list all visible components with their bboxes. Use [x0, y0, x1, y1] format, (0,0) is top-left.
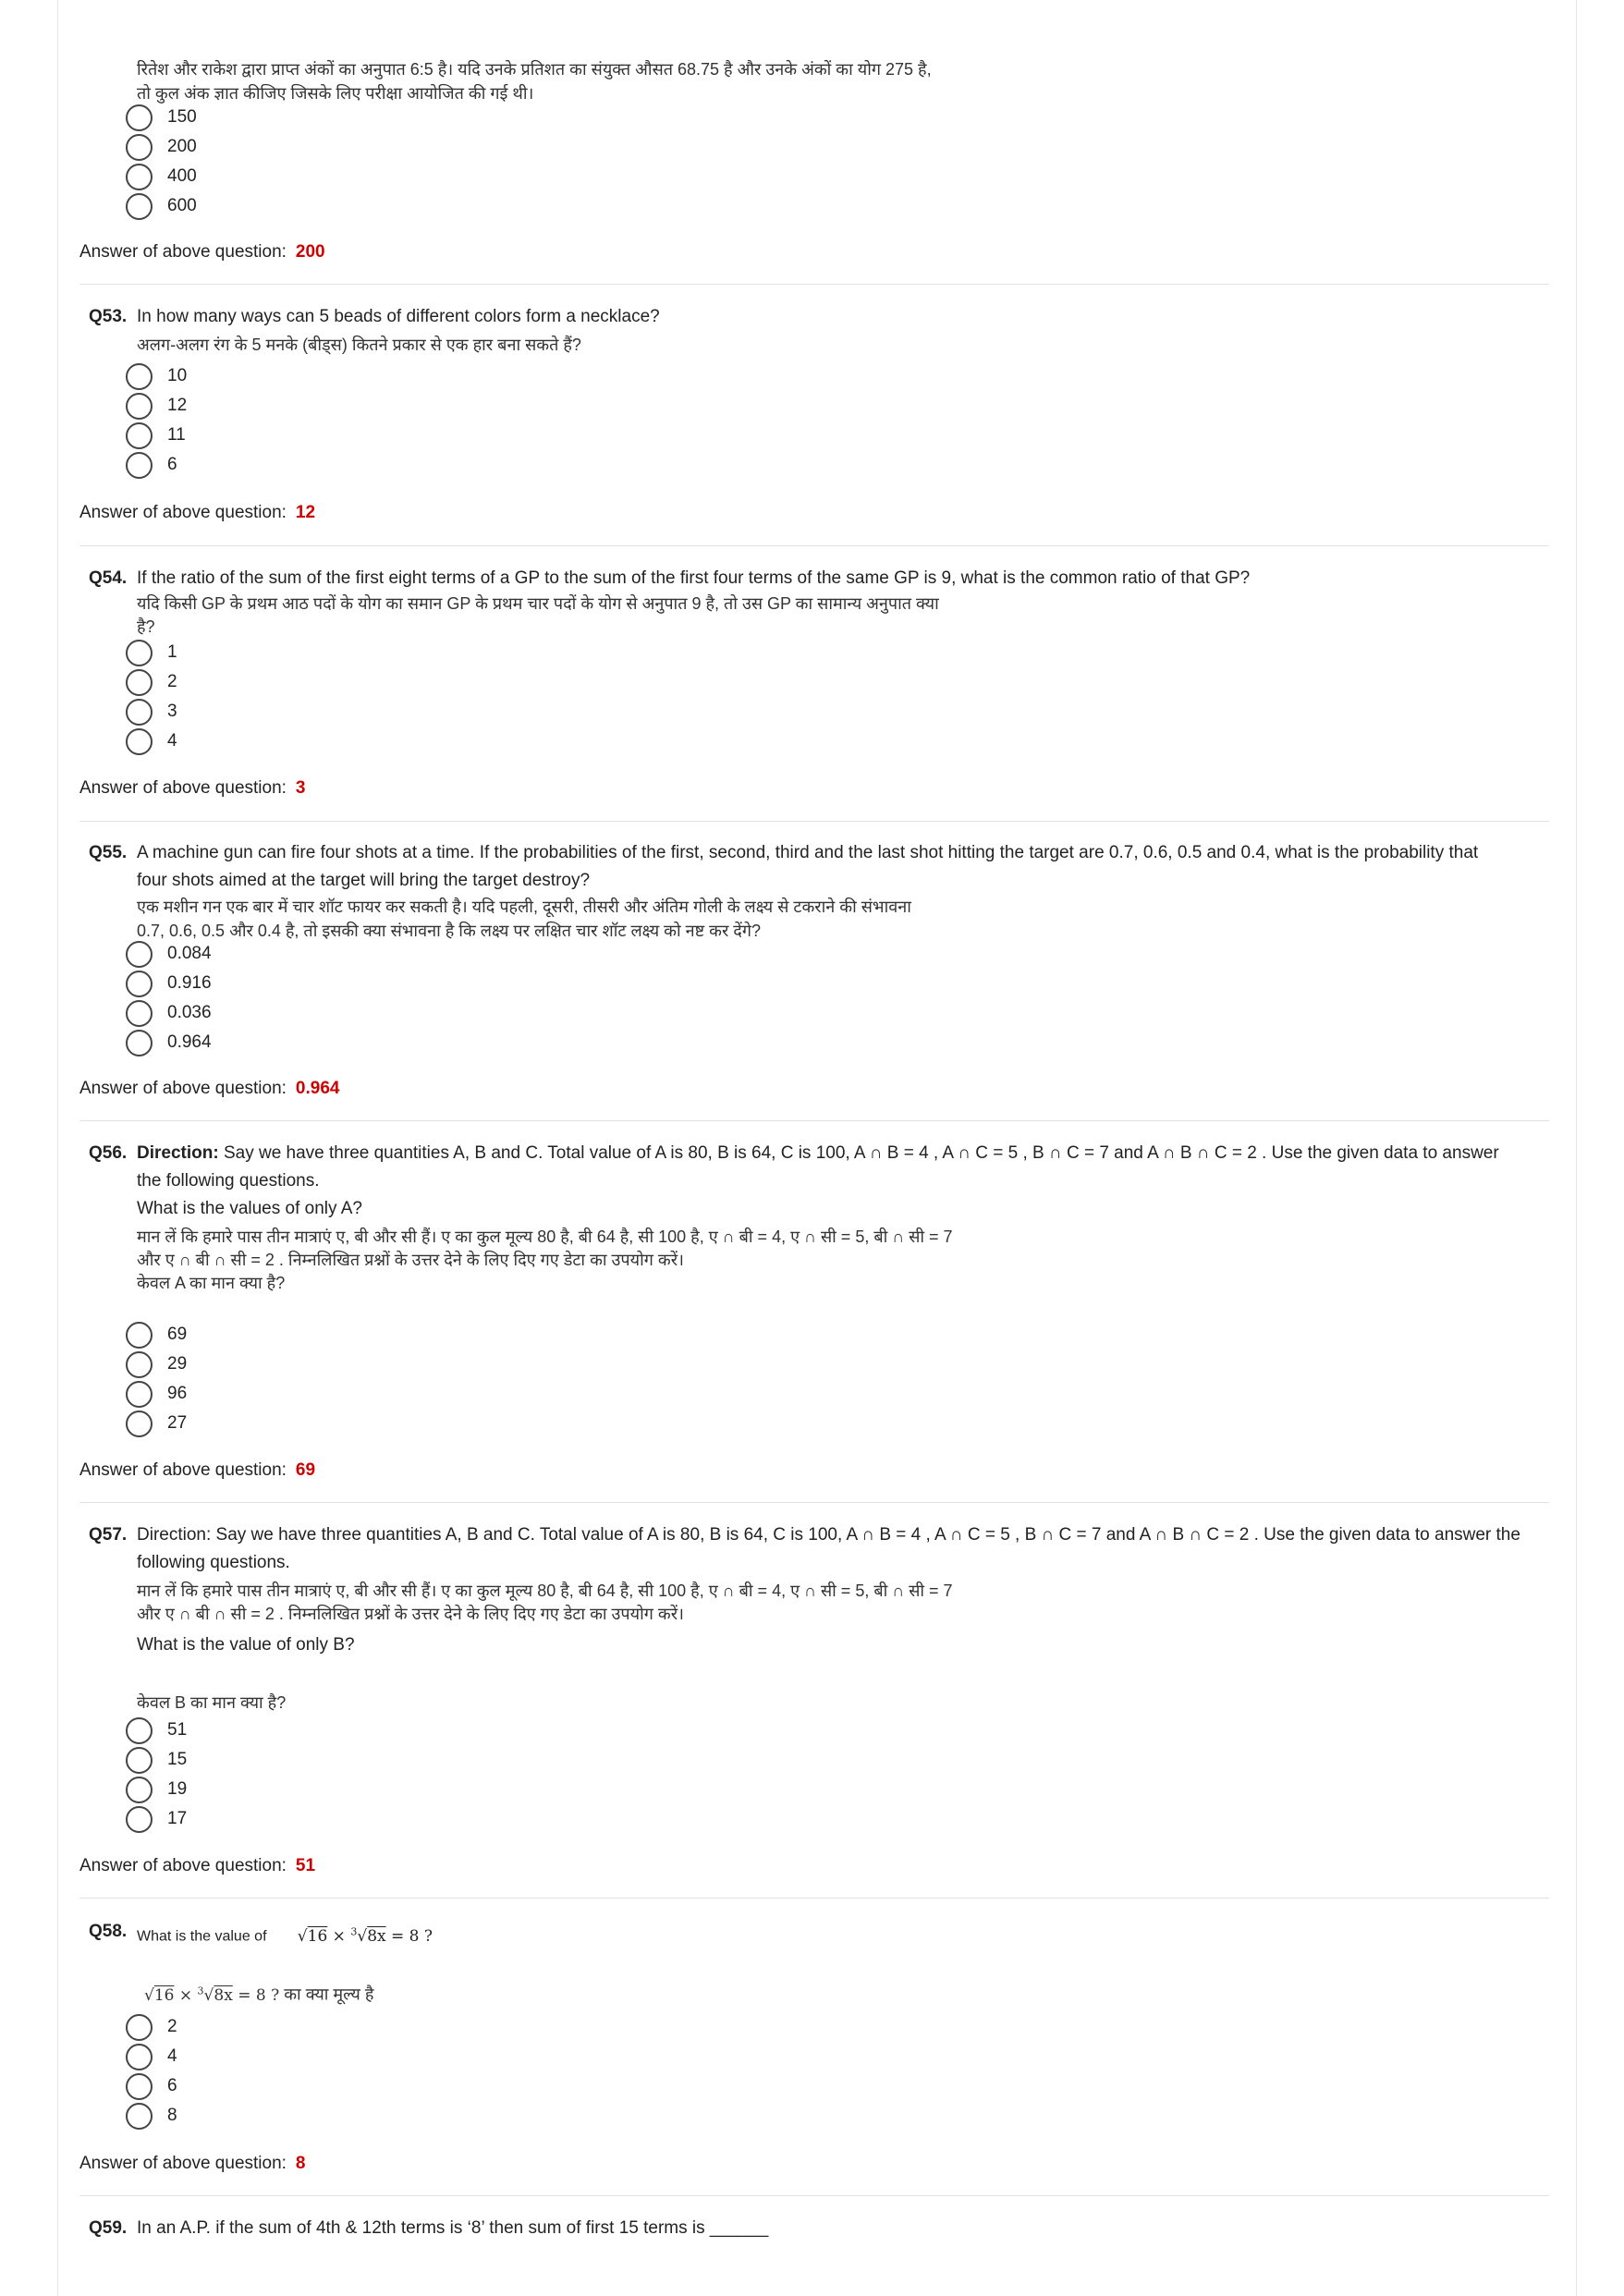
answer-line: Answer of above question: 8 [79, 2154, 306, 2173]
radio-circle-icon[interactable] [126, 699, 153, 726]
radio-circle-icon[interactable] [126, 1322, 153, 1349]
question-text: In how many ways can 5 beads of different colors form a necklace? [137, 307, 660, 326]
question-number: Q58. [89, 1922, 128, 1941]
question-number: Q56. [89, 1143, 128, 1163]
option-radio[interactable]: 27 [126, 1409, 187, 1438]
divider [79, 1898, 1549, 1899]
answer-line: Answer of above question: 12 [79, 503, 316, 522]
answer-value: 3 [295, 778, 306, 798]
math-expression: √16 × $^3$√8x = 8 ? [297, 1925, 433, 1946]
question-number: Q55. [89, 843, 128, 862]
option-radio[interactable]: 200 [126, 132, 197, 162]
option-radio[interactable]: 6 [126, 450, 177, 480]
option-radio[interactable]: 400 [126, 162, 197, 191]
question-text: What is the value of only B? [137, 1635, 355, 1655]
radio-circle-icon[interactable] [126, 363, 153, 390]
radio-circle-icon[interactable] [126, 393, 153, 420]
option-radio[interactable]: 4 [126, 2042, 177, 2071]
option-radio[interactable]: 29 [126, 1350, 187, 1379]
question-hindi-text: यदि किसी GP के प्रथम आठ पदों के योग का समान GP के प्रथम चार पदों के योग से अनुपात 9 है, तो उस GP का सामान्य अनुपात क्या [137, 594, 939, 613]
question-hindi-text: केवल B का मान क्या है? [137, 1693, 287, 1712]
answer-value: 51 [295, 1856, 316, 1875]
question-hindi-text: एक मशीन गन एक बार में चार शॉट फायर कर सकती है। यदि पहली, दूसरी, तीसरी और अंतिम गोली के लक्ष्य से टकराने की संभावना [137, 898, 911, 916]
option-radio[interactable]: 0.964 [126, 1028, 212, 1057]
radio-circle-icon[interactable] [126, 971, 153, 997]
question-text: What is the value of √16 × $^3$√8x = 8 ? [137, 1925, 433, 1946]
radio-circle-icon[interactable] [126, 1411, 153, 1437]
question-text: following questions. [137, 1553, 290, 1572]
radio-circle-icon[interactable] [126, 1381, 153, 1408]
divider [79, 821, 1549, 822]
radio-circle-icon[interactable] [126, 104, 153, 131]
question-text: What is the values of only A? [137, 1199, 362, 1218]
radio-circle-icon[interactable] [126, 1351, 153, 1378]
option-radio[interactable]: 17 [126, 1804, 187, 1834]
option-radio[interactable]: 69 [126, 1320, 187, 1350]
option-radio[interactable]: 96 [126, 1379, 187, 1409]
math-expression: √16 × $^3$√8x = 8 ? [144, 1985, 280, 2005]
option-radio[interactable]: 19 [126, 1775, 187, 1804]
question-text: the following questions. [137, 1171, 320, 1191]
radio-circle-icon[interactable] [126, 1806, 153, 1833]
question-number: Q59. [89, 2218, 128, 2238]
divider [79, 545, 1549, 546]
question-text: In an A.P. if the sum of 4th & 12th terms is ‘8’ then sum of first 15 terms is ______ [137, 2218, 769, 2238]
question-hindi-text: मान लें कि हमारे पास तीन मात्राएं ए, बी और सी हैं। ए का कुल मूल्य 80 है, बी 64 है, सी 100 है, ए ∩ बी = 4, ए ∩ सी = 5, बी ∩ सी = 7 [137, 1582, 953, 1600]
radio-circle-icon[interactable] [126, 1747, 153, 1774]
question-hindi-text: 0.7, 0.6, 0.5 और 0.4 है, तो इसकी क्या संभावना है कि लक्ष्य पर लक्षित चार शॉट लक्ष्य को नष्ट कर देंगे? [137, 922, 762, 940]
question-text: A machine gun can fire four shots at a time. If the probabilities of the first, second, third and the last shot hitting the target are 0.7, 0.6, 0.5 and 0.4, what is the probability that [137, 843, 1479, 862]
option-radio[interactable]: 2 [126, 667, 177, 697]
question-number: Q53. [89, 307, 128, 326]
question-text: four shots aimed at the target will bring the target destroy? [137, 871, 591, 890]
answer-value: 200 [295, 242, 325, 262]
divider [79, 1502, 1549, 1503]
radio-circle-icon[interactable] [126, 640, 153, 666]
option-radio[interactable]: 4 [126, 727, 177, 756]
question-text: Direction: Say we have three quantities A, B and C. Total value of A is 80, B is 64, C is 100, A ∩ B = 4 , A ∩ C = 5 , B ∩ C = 7 and A ∩ B ∩ C = 2 . Use the given data to answer [137, 1143, 1499, 1163]
question-number: Q54. [89, 568, 128, 588]
option-radio[interactable]: 12 [126, 391, 187, 421]
option-radio[interactable]: 6 [126, 2071, 177, 2101]
answer-value: 8 [295, 2154, 306, 2173]
radio-circle-icon[interactable] [126, 1777, 153, 1803]
question-text: If the ratio of the sum of the first eight terms of a GP to the sum of the first four terms of the same GP is 9, what is the common ratio of that GP? [137, 568, 1251, 588]
radio-circle-icon[interactable] [126, 669, 153, 696]
answer-line: Answer of above question: 0.964 [79, 1079, 340, 1098]
question-hindi-text: और ए ∩ बी ∩ सी = 2 . निम्नलिखित प्रश्नों के उत्तर देने के लिए दिए गए डेटा का उपयोग करें। [137, 1251, 684, 1269]
option-radio[interactable]: 3 [126, 697, 177, 727]
answer-line: Answer of above question: 69 [79, 1460, 316, 1480]
radio-circle-icon[interactable] [126, 2103, 153, 2130]
divider [79, 2195, 1549, 2196]
question-hindi-text: मान लें कि हमारे पास तीन मात्राएं ए, बी और सी हैं। ए का कुल मूल्य 80 है, बी 64 है, सी 100 है, ए ∩ बी = 4, ए ∩ सी = 5, बी ∩ सी = 7 [137, 1227, 953, 1246]
question-hindi-text: केवल A का मान क्या है? [137, 1274, 286, 1292]
option-radio[interactable]: 2 [126, 2012, 177, 2042]
question-hindi-text: रितेश और राकेश द्वारा प्राप्त अंकों का अनुपात 6:5 है। यदि उनके प्रतिशत का संयुक्त औसत 68.75 है और उनके अंकों का योग 275 है, [137, 60, 932, 79]
radio-circle-icon[interactable] [126, 2014, 153, 2041]
radio-circle-icon[interactable] [126, 422, 153, 449]
radio-circle-icon[interactable] [126, 134, 153, 161]
divider [79, 284, 1549, 285]
divider [79, 1120, 1549, 1121]
radio-circle-icon[interactable] [126, 1030, 153, 1056]
option-radio[interactable]: 15 [126, 1745, 187, 1775]
radio-circle-icon[interactable] [126, 193, 153, 220]
radio-circle-icon[interactable] [126, 2044, 153, 2070]
question-hindi-text: अलग-अलग रंग के 5 मनके (बीड्स) कितने प्रकार से एक हार बना सकते हैं? [137, 336, 581, 354]
option-radio[interactable]: 0.916 [126, 969, 212, 998]
option-radio[interactable]: 11 [126, 421, 186, 450]
question-number: Q57. [89, 1525, 128, 1545]
option-radio[interactable]: 0.036 [126, 998, 212, 1028]
option-radio[interactable]: 1 [126, 638, 177, 667]
option-radio[interactable]: 150 [126, 103, 197, 132]
answer-line: Answer of above question: 200 [79, 242, 325, 262]
answer-line: Answer of above question: 3 [79, 778, 306, 798]
answer-line: Answer of above question: 51 [79, 1856, 316, 1875]
question-hindi-text: और ए ∩ बी ∩ सी = 2 . निम्नलिखित प्रश्नों के उत्तर देने के लिए दिए गए डेटा का उपयोग करें। [137, 1605, 684, 1623]
answer-value: 69 [295, 1460, 316, 1480]
radio-circle-icon[interactable] [126, 728, 153, 755]
question-text: Direction: Say we have three quantities A, B and C. Total value of A is 80, B is 64, C is 100, A ∩ B = 4 , A ∩ C = 5 , B ∩ C = 7 and A ∩ B ∩ C = 2 . Use the given data to answer the [137, 1525, 1520, 1545]
question-hindi-text: √16 × $^3$√8x = 8 ? का क्या मूल्य है [144, 1985, 374, 2005]
option-radio[interactable]: 51 [126, 1716, 187, 1745]
radio-circle-icon[interactable] [126, 1000, 153, 1027]
question-hindi-text: है? [137, 617, 155, 636]
answer-value: 0.964 [295, 1079, 340, 1098]
option-radio[interactable]: 8 [126, 2101, 177, 2131]
question-hindi-text: तो कुल अंक ज्ञात कीजिए जिसके लिए परीक्षा आयोजित की गई थी। [137, 84, 534, 103]
radio-circle-icon[interactable] [126, 452, 153, 479]
option-radio[interactable]: 0.084 [126, 939, 212, 969]
answer-value: 12 [295, 503, 316, 522]
option-radio[interactable]: 600 [126, 191, 197, 221]
option-radio[interactable]: 10 [126, 361, 187, 391]
radio-circle-icon[interactable] [126, 164, 153, 190]
radio-circle-icon[interactable] [126, 941, 153, 968]
radio-circle-icon[interactable] [126, 1717, 153, 1744]
radio-circle-icon[interactable] [126, 2073, 153, 2100]
